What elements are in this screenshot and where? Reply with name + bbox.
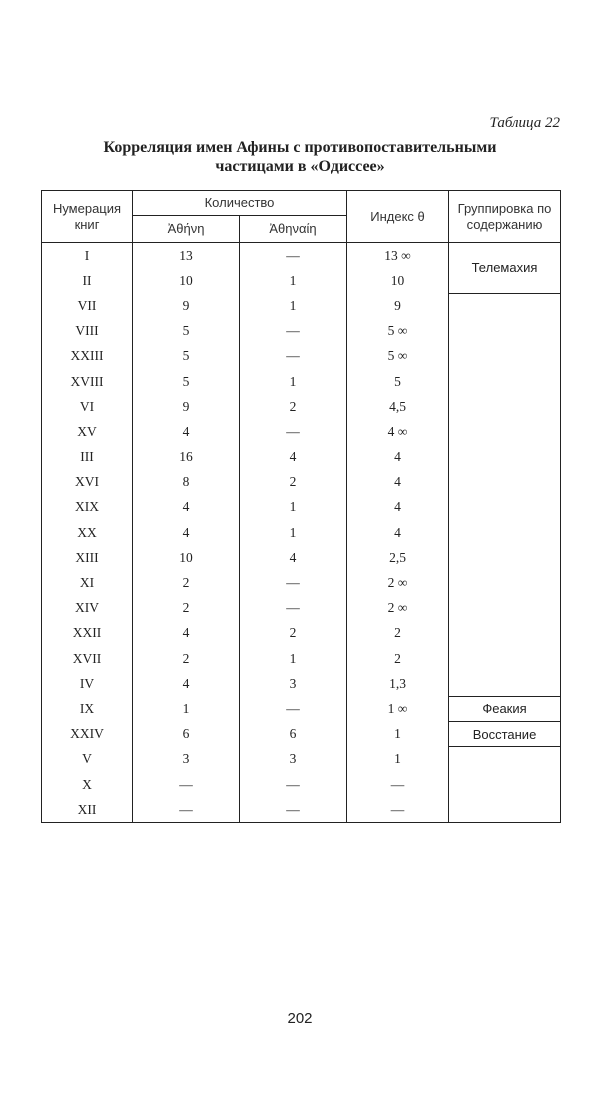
cell-index: 13 ∞ [347,243,449,269]
cell-athenaie: 1 [240,268,347,293]
cell-athenaie: 1 [240,293,347,318]
cell-index: 1 [347,722,449,747]
cell-athene: 2 [133,646,240,671]
cell-athene: 8 [133,470,240,495]
cell-index: 2,5 [347,545,449,570]
cell-book: XIX [42,495,133,520]
cell-index: 10 [347,268,449,293]
header-index: Индекс θ [347,191,449,243]
cell-index: 5 [347,369,449,394]
table-row [42,696,561,721]
cell-athenaie: — [240,772,347,797]
group-cell: Восстание [449,722,561,747]
cell-athene: 9 [133,394,240,419]
cell-index: 4 [347,445,449,470]
cell-athene: 4 [133,495,240,520]
cell-book: X [42,772,133,797]
cell-athene: 3 [133,747,240,772]
header-count: Количество [133,191,347,216]
table-row [42,243,561,269]
cell-athene: 9 [133,293,240,318]
cell-athene: 13 [133,243,240,269]
title-line-2: частицами в «Одиссее» [215,158,385,175]
cell-index: 4 ∞ [347,419,449,444]
cell-book: XVIII [42,369,133,394]
cell-index: 2 ∞ [347,596,449,621]
cell-athene: 1 [133,696,240,721]
cell-athene: 2 [133,596,240,621]
cell-book: XI [42,570,133,595]
cell-athene: 4 [133,419,240,444]
cell-book: XXIII [42,344,133,369]
cell-athenaie: — [240,797,347,823]
cell-athene: 2 [133,570,240,595]
page-number: 202 [287,1010,313,1027]
cell-index: 2 ∞ [347,570,449,595]
cell-athene: 5 [133,369,240,394]
cell-athene: 4 [133,621,240,646]
cell-index: 1 [347,747,449,772]
cell-athene: — [133,797,240,823]
cell-athenaie: — [240,319,347,344]
header-numbering: Нумерация книг [42,191,133,243]
cell-athenaie: 4 [240,545,347,570]
cell-book: III [42,445,133,470]
cell-athene: 16 [133,445,240,470]
table-body [42,243,561,823]
correlation-table [41,190,561,823]
group-cell: Феакия [449,696,561,721]
group-cell: Телемахия [449,243,561,294]
cell-index: 2 [347,646,449,671]
cell-athenaie: — [240,419,347,444]
cell-book: IX [42,696,133,721]
table-number: Таблица 22 [489,115,560,131]
header-athenaie: Ἀθηναίη [240,216,347,243]
cell-book: XVI [42,470,133,495]
cell-index: 2 [347,621,449,646]
title-line-1: Корреляция имен Афины с противопоставительными [103,139,497,156]
cell-book: IV [42,671,133,696]
cell-book: XII [42,797,133,823]
cell-athene: 5 [133,319,240,344]
cell-book: XV [42,419,133,444]
cell-book: XX [42,520,133,545]
table-row [42,747,561,772]
group-cell [449,747,561,823]
cell-book: XIII [42,545,133,570]
cell-athenaie: 1 [240,646,347,671]
cell-athene: 4 [133,671,240,696]
table-title [0,138,600,176]
cell-book: V [42,747,133,772]
cell-athenaie: 2 [240,394,347,419]
cell-athene: 10 [133,268,240,293]
cell-book: XXII [42,621,133,646]
cell-book: XXIV [42,722,133,747]
cell-athenaie: — [240,243,347,269]
cell-athene: 10 [133,545,240,570]
cell-index: — [347,797,449,823]
cell-index: 4 [347,495,449,520]
cell-athenaie: 3 [240,747,347,772]
cell-index: 5 ∞ [347,319,449,344]
cell-athene: 5 [133,344,240,369]
cell-athene: 6 [133,722,240,747]
cell-index: 5 ∞ [347,344,449,369]
cell-book: VII [42,293,133,318]
cell-athenaie: 1 [240,520,347,545]
cell-athene: 4 [133,520,240,545]
group-cell [449,293,561,696]
cell-book: II [42,268,133,293]
cell-athene: — [133,772,240,797]
table-row [42,722,561,747]
cell-athenaie: — [240,344,347,369]
cell-athenaie: — [240,596,347,621]
cell-index: — [347,772,449,797]
cell-book: XIV [42,596,133,621]
cell-book: I [42,243,133,269]
cell-athenaie: 1 [240,369,347,394]
cell-book: VIII [42,319,133,344]
cell-athenaie: — [240,570,347,595]
table-row [42,293,561,318]
cell-athenaie: 6 [240,722,347,747]
cell-index: 1 ∞ [347,696,449,721]
cell-index: 1,3 [347,671,449,696]
cell-athenaie: 2 [240,470,347,495]
cell-index: 9 [347,293,449,318]
cell-book: XVII [42,646,133,671]
cell-athenaie: 1 [240,495,347,520]
header-grouping: Группировка по содержанию [449,191,561,243]
cell-index: 4 [347,520,449,545]
cell-athenaie: 2 [240,621,347,646]
cell-book: VI [42,394,133,419]
cell-athenaie: 3 [240,671,347,696]
header-athene: Ἀθήνη [133,216,240,243]
cell-index: 4,5 [347,394,449,419]
cell-athenaie: — [240,696,347,721]
cell-athenaie: 4 [240,445,347,470]
cell-index: 4 [347,470,449,495]
